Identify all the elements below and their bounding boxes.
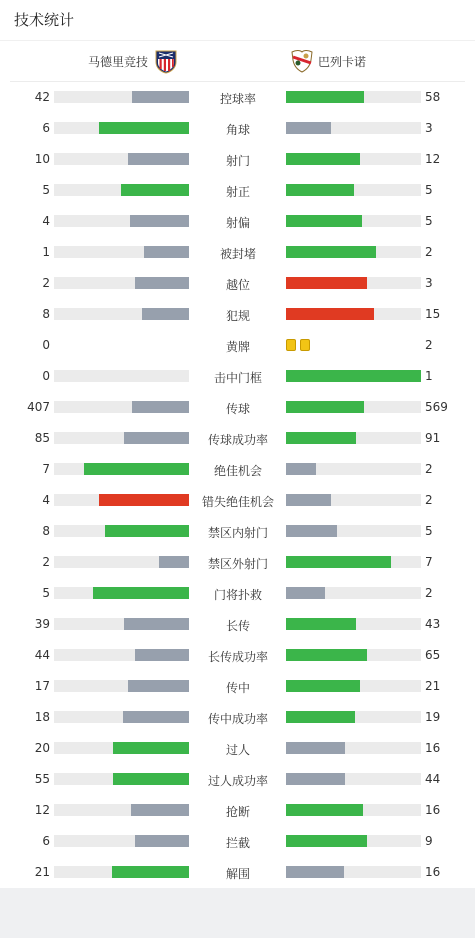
home-bar-track [54, 184, 189, 196]
away-bar-track [286, 680, 421, 692]
away-bar-track [286, 866, 421, 878]
home-value: 7 [42, 462, 50, 476]
home-value: 4 [42, 493, 50, 507]
away-value: 2 [425, 586, 433, 600]
home-team-name: 马德里竞技 [87, 54, 148, 69]
home-value: 0 [42, 338, 50, 352]
stat-label: 黄牌 [225, 340, 250, 354]
home-value: 8 [42, 307, 50, 321]
stat-row [0, 175, 475, 206]
stat-row [0, 82, 475, 113]
stat-row [0, 113, 475, 144]
stat-row [0, 795, 475, 826]
away-bar-track [286, 649, 421, 661]
stat-label: 传球 [225, 402, 250, 416]
home-value: 8 [42, 524, 50, 538]
home-value: 42 [34, 90, 50, 104]
home-bar-track [54, 463, 189, 475]
stat-label: 过人成功率 [207, 774, 268, 788]
home-bar-track [54, 804, 189, 816]
away-bar [286, 618, 356, 630]
away-value: 5 [425, 183, 433, 197]
stat-label: 绝佳机会 [213, 464, 262, 478]
away-value: 7 [425, 555, 433, 569]
home-value: 44 [34, 648, 50, 662]
away-value: 2 [425, 245, 433, 259]
away-bar [286, 587, 325, 599]
home-value: 39 [34, 617, 50, 631]
away-bar [286, 742, 345, 754]
away-value: 65 [425, 648, 441, 662]
away-bar [286, 835, 367, 847]
home-bar [135, 277, 189, 289]
home-value: 2 [42, 276, 50, 290]
stat-row [0, 330, 475, 361]
away-value: 43 [425, 617, 441, 631]
home-bar-track [54, 370, 189, 382]
home-value: 85 [34, 431, 50, 445]
away-bar-track [286, 494, 421, 506]
home-bar-track [54, 649, 189, 661]
away-value: 3 [425, 276, 433, 290]
stat-label: 控球率 [219, 92, 256, 106]
atletico-crest-icon [154, 48, 178, 74]
stat-label: 抢断 [225, 805, 250, 819]
away-value: 2 [425, 338, 433, 352]
away-bar-track [286, 773, 421, 785]
home-value: 6 [42, 121, 50, 135]
away-bar-track [286, 742, 421, 754]
home-bar-track [54, 773, 189, 785]
away-value: 21 [425, 679, 441, 693]
home-bar [124, 618, 189, 630]
stat-label: 门将扑救 [213, 588, 262, 602]
home-bar [123, 711, 189, 723]
home-value: 20 [34, 741, 50, 755]
away-bar [286, 866, 344, 878]
stats-list [0, 82, 475, 888]
home-value: 2 [42, 555, 50, 569]
home-bar [130, 215, 189, 227]
home-value: 18 [34, 710, 50, 724]
away-team-name: 巴列卡诺 [318, 54, 367, 69]
away-bar-track [286, 835, 421, 847]
home-value: 55 [34, 772, 50, 786]
home-bar [113, 773, 189, 785]
away-bar-track [286, 277, 421, 289]
home-bar-track [54, 525, 189, 537]
home-value: 407 [27, 400, 50, 414]
yellow-cards [286, 339, 310, 352]
stat-row [0, 826, 475, 857]
stat-label: 射偏 [225, 216, 250, 230]
home-bar [99, 122, 189, 134]
stat-label: 越位 [225, 278, 250, 292]
stat-label: 传球成功率 [207, 433, 268, 447]
home-value: 10 [34, 152, 50, 166]
home-bar [131, 804, 189, 816]
away-bar [286, 215, 362, 227]
home-bar-track [54, 153, 189, 165]
home-value: 21 [34, 865, 50, 879]
away-bar-track [286, 525, 421, 537]
home-bar-track [54, 835, 189, 847]
away-value: 91 [425, 431, 441, 445]
stat-label: 禁区内射门 [207, 526, 268, 540]
home-bar-track [54, 587, 189, 599]
home-team[interactable] [88, 47, 178, 75]
stat-label: 拦截 [225, 836, 250, 850]
home-bar-track [54, 401, 189, 413]
home-bar-track [54, 246, 189, 258]
home-value: 4 [42, 214, 50, 228]
stat-row [0, 144, 475, 175]
yellow-card-icon [300, 339, 310, 351]
teams-header [10, 41, 465, 82]
home-bar [132, 401, 189, 413]
away-value: 2 [425, 462, 433, 476]
stat-row [0, 578, 475, 609]
away-value: 16 [425, 865, 441, 879]
page-title: 技术统计 [0, 0, 475, 41]
away-bar [286, 804, 363, 816]
away-bar [286, 370, 421, 382]
away-bar-track [286, 556, 421, 568]
stat-row [0, 423, 475, 454]
home-value: 5 [42, 183, 50, 197]
away-bar-track [286, 432, 421, 444]
away-bar [286, 711, 355, 723]
away-value: 19 [425, 710, 441, 724]
home-bar-track [54, 618, 189, 630]
stat-row [0, 361, 475, 392]
stat-row [0, 609, 475, 640]
away-value: 16 [425, 803, 441, 817]
home-bar-track [54, 215, 189, 227]
stat-row [0, 733, 475, 764]
home-bar-track [54, 680, 189, 692]
away-bar [286, 184, 354, 196]
home-bar [113, 742, 189, 754]
home-value: 5 [42, 586, 50, 600]
stat-row [0, 206, 475, 237]
home-bar [99, 494, 189, 506]
away-bar [286, 680, 360, 692]
stat-label: 犯规 [225, 309, 250, 323]
stat-row [0, 237, 475, 268]
home-bar [128, 680, 189, 692]
stat-label: 射门 [225, 154, 250, 168]
stat-label: 错失绝佳机会 [201, 495, 274, 509]
away-bar [286, 246, 376, 258]
away-bar-track [286, 246, 421, 258]
away-bar-track [286, 215, 421, 227]
away-bar [286, 494, 331, 506]
away-bar [286, 401, 364, 413]
away-bar-track [286, 153, 421, 165]
stat-row [0, 857, 475, 888]
away-bar [286, 773, 345, 785]
stat-row [0, 485, 475, 516]
away-bar-track [286, 587, 421, 599]
away-bar-track [286, 91, 421, 103]
stat-label: 被封堵 [219, 247, 256, 261]
away-bar-track [286, 184, 421, 196]
away-bar-track [286, 804, 421, 816]
home-bar-track [54, 742, 189, 754]
away-bar [286, 91, 364, 103]
home-bar [105, 525, 189, 537]
stat-label: 禁区外射门 [207, 557, 268, 571]
stat-label: 解围 [225, 867, 250, 881]
home-bar [135, 835, 189, 847]
away-value: 5 [425, 214, 433, 228]
home-bar [142, 308, 189, 320]
stat-row [0, 547, 475, 578]
stat-label: 击中门框 [213, 371, 262, 385]
away-bar [286, 432, 356, 444]
home-bar-track [54, 308, 189, 320]
away-value: 2 [425, 493, 433, 507]
away-team[interactable] [290, 47, 366, 75]
home-value: 6 [42, 834, 50, 848]
away-value: 12 [425, 152, 441, 166]
home-bar [128, 153, 189, 165]
home-value: 0 [42, 369, 50, 383]
stat-label: 长传成功率 [207, 650, 268, 664]
home-bar-track [54, 122, 189, 134]
away-bar-track [286, 618, 421, 630]
home-bar [84, 463, 189, 475]
home-value: 17 [34, 679, 50, 693]
home-bar [159, 556, 189, 568]
home-bar [124, 432, 189, 444]
stat-label: 过人 [225, 743, 250, 757]
stat-label: 传中成功率 [207, 712, 268, 726]
away-bar [286, 463, 316, 475]
away-value: 5 [425, 524, 433, 538]
away-value: 15 [425, 307, 441, 321]
stat-label: 角球 [225, 123, 250, 137]
away-bar-track [286, 122, 421, 134]
away-bar-track [286, 463, 421, 475]
home-bar [135, 649, 189, 661]
stat-row [0, 454, 475, 485]
rayo-crest-icon [290, 48, 314, 74]
home-bar-track [54, 711, 189, 723]
away-bar-track [286, 308, 421, 320]
away-value: 1 [425, 369, 433, 383]
stat-row [0, 299, 475, 330]
home-value: 1 [42, 245, 50, 259]
away-value: 569 [425, 400, 448, 414]
stat-label: 射正 [225, 185, 250, 199]
home-bar-track [54, 432, 189, 444]
home-bar [132, 91, 189, 103]
home-value: 12 [34, 803, 50, 817]
stat-label: 长传 [225, 619, 250, 633]
home-bar-track [54, 866, 189, 878]
away-value: 3 [425, 121, 433, 135]
stat-row [0, 392, 475, 423]
home-bar-track [54, 494, 189, 506]
away-bar [286, 556, 391, 568]
stat-row [0, 702, 475, 733]
away-bar [286, 153, 360, 165]
away-bar [286, 122, 331, 134]
away-bar-track [286, 401, 421, 413]
home-bar-track [54, 556, 189, 568]
home-bar [112, 866, 189, 878]
home-bar [144, 246, 189, 258]
away-value: 9 [425, 834, 433, 848]
away-bar-track [286, 370, 421, 382]
away-bar-track [286, 711, 421, 723]
stat-row [0, 516, 475, 547]
away-value: 44 [425, 772, 441, 786]
stat-row [0, 640, 475, 671]
home-bar-track [54, 91, 189, 103]
away-value: 16 [425, 741, 441, 755]
stat-row [0, 671, 475, 702]
away-value: 58 [425, 90, 441, 104]
home-bar [93, 587, 189, 599]
stat-row [0, 268, 475, 299]
yellow-card-icon [286, 339, 296, 351]
away-bar [286, 277, 367, 289]
stat-row [0, 764, 475, 795]
stat-label: 传中 [225, 681, 250, 695]
home-bar-track [54, 277, 189, 289]
away-bar [286, 649, 367, 661]
home-bar [121, 184, 189, 196]
away-bar [286, 308, 374, 320]
away-bar [286, 525, 337, 537]
